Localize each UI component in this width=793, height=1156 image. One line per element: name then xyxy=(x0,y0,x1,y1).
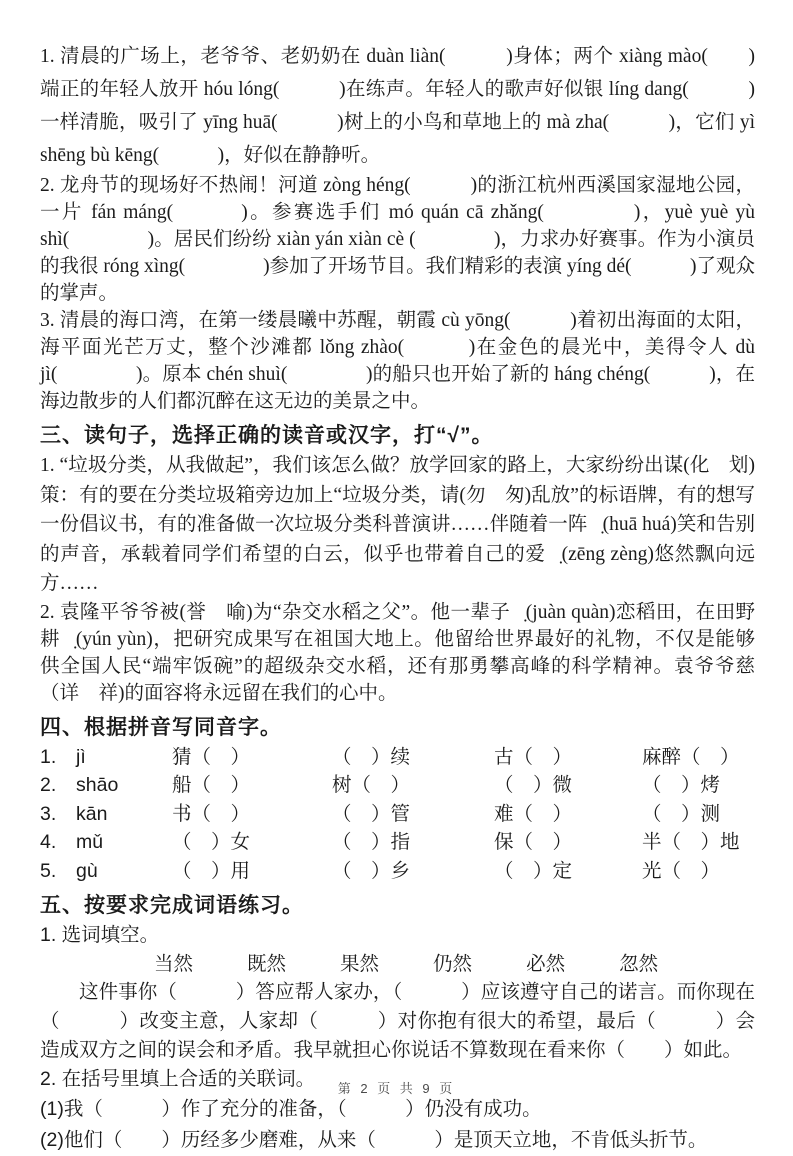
word-bank-item: 既然 xyxy=(247,953,287,975)
homophone-cell: 麻醉（ ） xyxy=(642,745,740,768)
homophone-row-4 xyxy=(40,828,755,857)
homophone-cell: 猜（ ） xyxy=(172,745,251,768)
homophone-table xyxy=(40,743,755,886)
homophone-cell: （ ）指 xyxy=(332,831,411,853)
row-number: 3. xyxy=(40,802,57,825)
pinyin-paragraph-2: 2. 龙舟节的现场好不热闹！河道 zòng héng( )的浙江杭州西溪国家湿地公园，一片 fán máng( )。参赛选手们 mó quán cā zhǎng( )，yuè yuè yù shì( )。居民们纷纷 xiàn yán xiàn cè ( )，力求办好赛事。作为小演员的我很 róng xìng( )参加了开场节目。我们精彩的表演 yíng dé( )了观众的掌声。 xyxy=(40,175,755,304)
homophone-cell: 古（ ） xyxy=(494,745,573,768)
homophone-cell: （ ）续 xyxy=(332,745,411,768)
row-number: 5. xyxy=(40,859,57,882)
row-pinyin: jì xyxy=(76,745,86,768)
row-number: 4. xyxy=(40,831,57,853)
homophone-row-2 xyxy=(40,771,755,800)
word-bank-item: 果然 xyxy=(340,953,380,975)
homophone-cell: 树（ ） xyxy=(332,774,411,796)
homophone-cell: （ ）定 xyxy=(494,859,573,882)
homophone-cell: （ ）测 xyxy=(642,802,721,825)
row-pinyin: shāo xyxy=(76,774,119,796)
relational-word-line-2: (2)他们（ ）历经多少磨难，从来（ ）是顶天立地，不肯低头折节。 xyxy=(40,1129,708,1151)
homophone-cell: （ ）烤 xyxy=(642,774,721,796)
section-choose-pronunciation xyxy=(40,451,755,707)
row-pinyin: mǔ xyxy=(76,831,104,853)
homophone-cell: （ ）微 xyxy=(494,774,573,796)
word-bank xyxy=(40,950,755,978)
subitem-label-1: 1. 选词填空。 xyxy=(40,924,160,946)
homophone-cell: （ ）乡 xyxy=(332,859,411,882)
choice-paragraph-1: 1. “垃圾分类，从我做起”，我们该怎么做？放学回家的路上，大家纷纷出谋(化 划)策：有的要在分类垃圾箱旁边加上“垃圾分类，请(勿 匆)乱放”的标语牌，有的想写一份倡议书，有的准备做一次垃圾分类科普演讲……伴随着一阵哗̣(huā huá)笑和告别的声音，承载着同学们希望的白云，似乎也带着自己的爱憎̣(zēng zèng)悠然飘向远方…… xyxy=(40,455,755,594)
section-pinyin-paragraphs xyxy=(40,40,755,415)
homophone-cell: （ ）用 xyxy=(172,859,251,882)
page-number: 第 2 页 共 9 页 xyxy=(337,1081,456,1096)
word-bank-item: 必然 xyxy=(526,953,566,975)
homophone-row-3 xyxy=(40,800,755,829)
homophone-cell: （ ）管 xyxy=(332,802,411,825)
homophone-cell: 保（ ） xyxy=(494,831,573,853)
section-word-exercises xyxy=(40,921,755,1156)
homophone-cell: 光（ ） xyxy=(642,859,721,882)
homophone-cell: 半（ ）地 xyxy=(642,831,740,853)
section-three-heading: 三、读句子，选择正确的读音或汉字，打“√”。 xyxy=(40,424,494,447)
section-four-heading: 四、根据拼音写同音字。 xyxy=(40,715,282,739)
word-bank-item: 仍然 xyxy=(433,953,473,975)
fill-in-paragraph: 这件事你（ ）答应帮人家办，（ ）应该遵守自己的诺言。而你现在（ ）改变主意，人家却（ ）对你抱有很大的希望，最后（ ）会造成双方之间的误会和矛盾。我早就担心你说话不算数现在看来你（ ）如此。 xyxy=(40,981,755,1061)
pinyin-paragraph-3: 3. 清晨的海口湾，在第一缕晨曦中苏醒，朝霞 cù yōng( )着初出海面的太阳，海平面光芒万丈，整个沙滩都 lǒng zhào( )在金色的晨光中，美得令人 dù jì( )。原本 chén shuì( )的船只也开始了新的 háng chéng( )，在海边散步的人们都沉醉在这无边的美景之中。 xyxy=(40,310,755,412)
section-five-heading: 五、按要求完成词语练习。 xyxy=(40,894,304,917)
homophone-cell: 船（ ） xyxy=(172,774,251,796)
row-pinyin: gù xyxy=(76,859,98,882)
subitem-label-2: 2. 在括号里填上合适的关联词。 xyxy=(40,1068,316,1090)
homophone-cell: 难（ ） xyxy=(494,802,573,825)
homophone-cell: 书（ ） xyxy=(172,802,251,825)
row-pinyin: kān xyxy=(76,802,108,825)
word-bank-item: 忽然 xyxy=(619,953,659,975)
row-number: 1. xyxy=(40,745,57,768)
homophone-row-5 xyxy=(40,857,755,886)
relational-word-line-1: (1)我（ ）作了充分的准备，（ ）仍没有成功。 xyxy=(40,1098,542,1120)
pinyin-paragraph-1: 1. 清晨的广场上，老爷爷、老奶奶在 duàn liàn( )身体；两个 xiàng mào( )端正的年轻人放开 hóu lóng( )在练声。年轻人的歌声好似银 líng dang( )一样清脆，吸引了 yīng huā( )树上的小鸟和草地上的 mà zha( )，它们 yì shēng bù kēng( )，好似在静静听。 xyxy=(40,46,755,166)
choice-paragraph-2: 2. 袁隆平爷爷被(誉 喻)为“杂交水稻之父”。他一辈子眷̣(juàn quàn)恋稻田，在田野耕耘̣(yún yùn)，把研究成果写在祖国大地上。他留给世界最好的礼物，不仅是能够供全国人民“端牢饭碗”的超级杂交水稻，还有那勇攀高峰的科学精神。袁爷爷慈（详 祥)的面容将永远留在我们的心中。 xyxy=(40,601,755,704)
homophone-cell: （ ）女 xyxy=(172,831,251,853)
row-number: 2. xyxy=(40,774,57,796)
word-bank-item: 当然 xyxy=(154,953,194,975)
homophone-row-1 xyxy=(40,743,755,772)
